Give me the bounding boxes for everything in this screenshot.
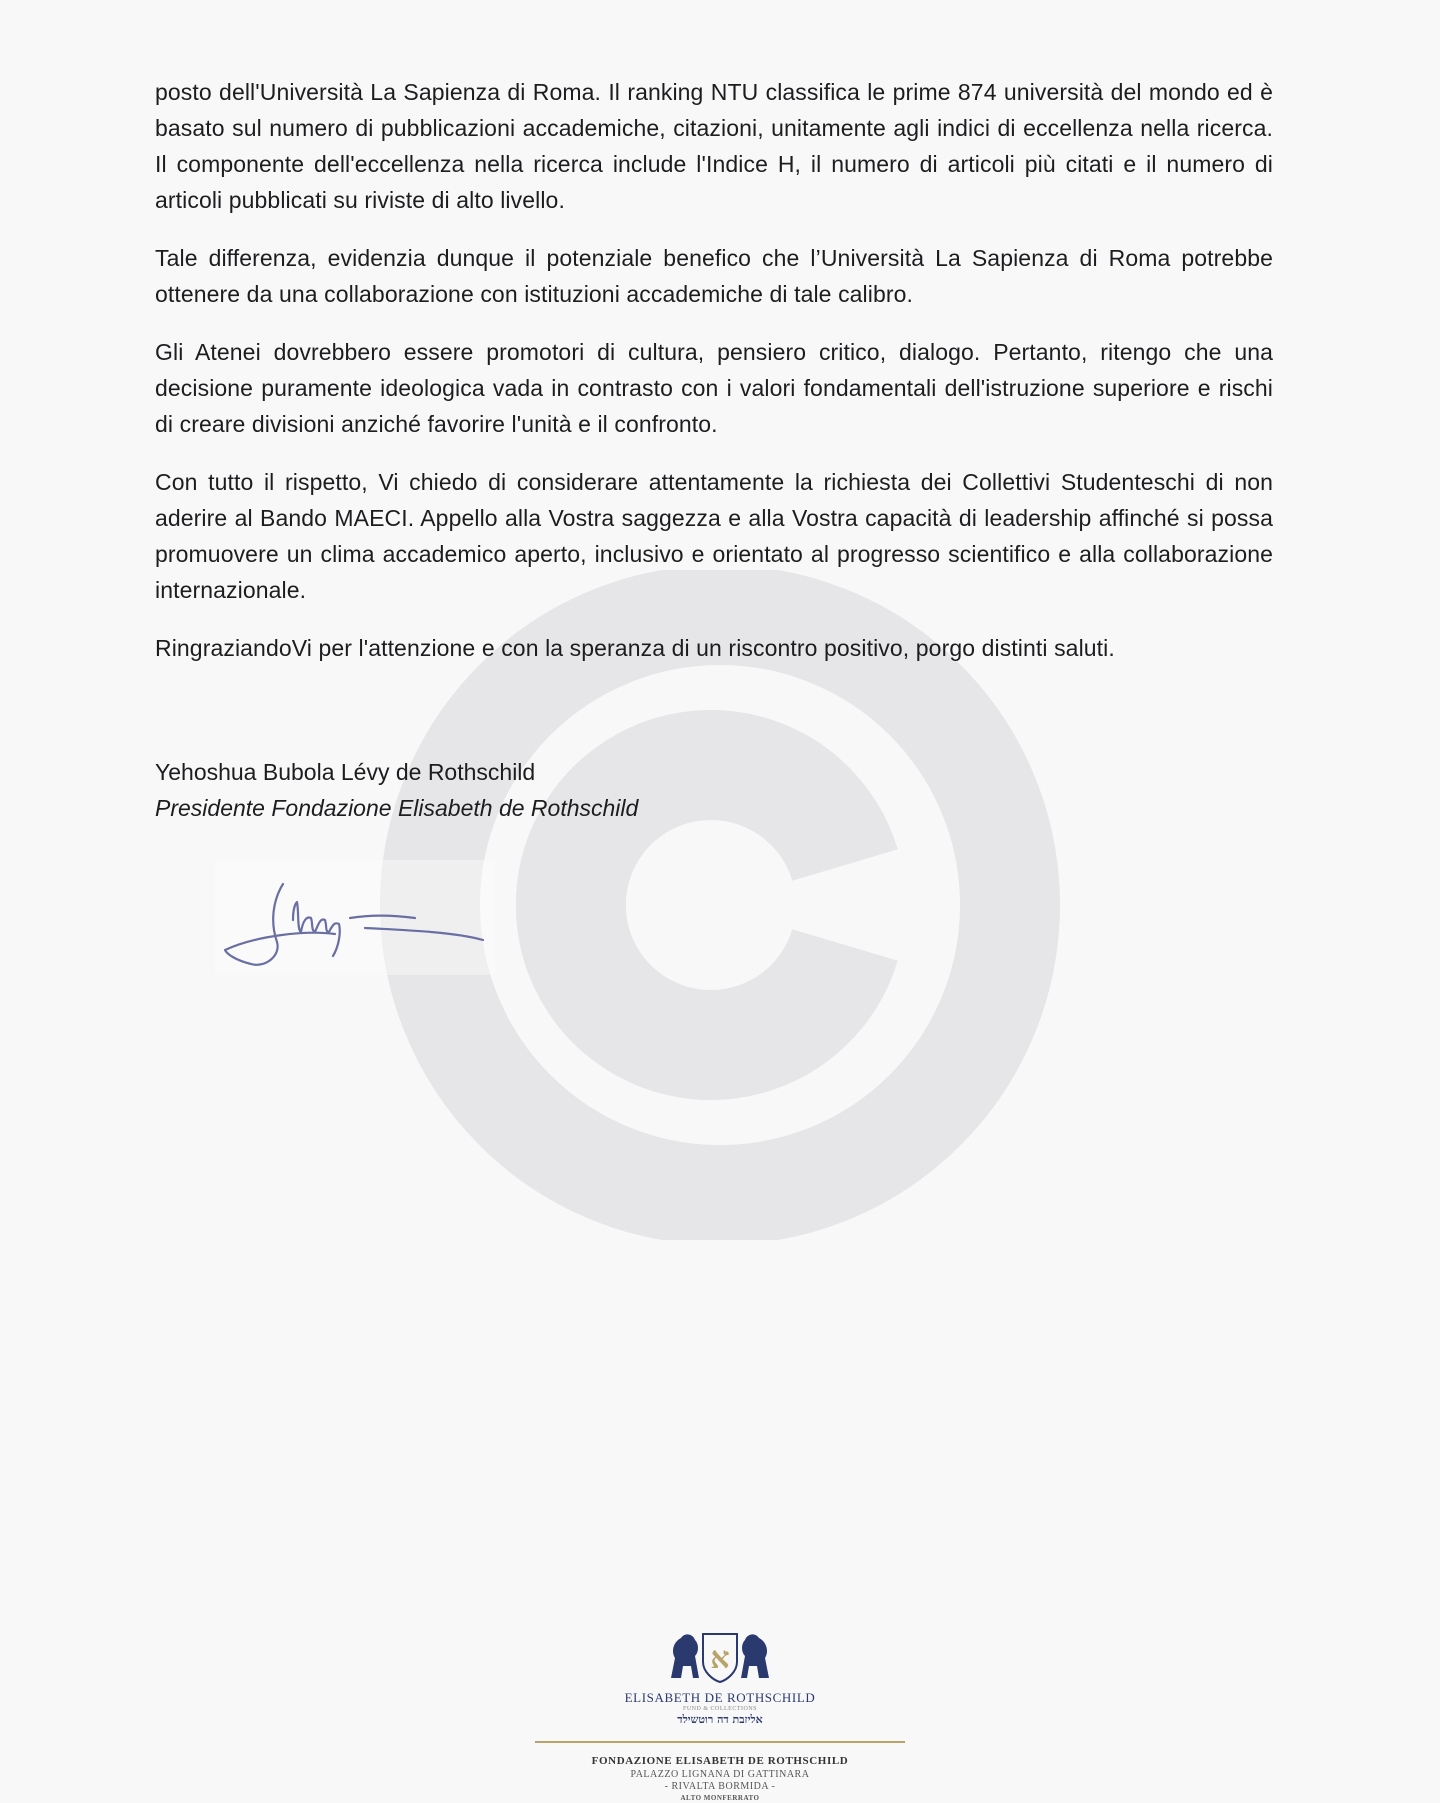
footer-divider [535,1741,905,1743]
brand-subtitle: FUND & COLLECTIONS [682,1706,757,1712]
paragraph-atenei: Gli Atenei dovrebbero essere promotori di cultura, pensiero critico, dialogo. Pertanto, ritengo che una decisione puramente ideologica vada in contrasto con i valori fondamentali dell'istruzione superiore e rischi di creare divisioni anziché favorire l'unità e il confronto. [155,339,1273,437]
signature-block [155,754,638,826]
address-region: ALTO MONFERRATO [680,1794,760,1802]
address-town: - RIVALTA BORMIDA - [664,1781,776,1792]
paragraph-request: Con tutto il rispetto, Vi chiedo di considerare attentamente la richiesta dei Collettivi Studenteschi di non aderire al Bando MAECI. Appello alla Vostra saggezza e alla Vostra capacità di leadership affinché si possa promuovere un clima accademico aperto, inclusivo e orientato al progresso scientifico e alla collaborazione internazionale. [155,469,1273,603]
signer-role: Presidente Fondazione Elisabeth de Rothschild [155,795,639,821]
paragraph-ranking: posto dell'Università La Sapienza di Roma. Il ranking NTU classifica le prime 874 università del mondo ed è basato sul numero di pubblicazioni accademiche, citazioni, unitamente agli indici di eccellenza nella ricerca. Il componente dell'eccellenza nella ricerca include l'Indice H, il numero di articoli più citati e il numero di articoli pubblicati su riviste di alto livello. [155,79,1273,213]
handwritten-signature [215,860,495,975]
address-palazzo: PALAZZO LIGNANA DI GATTINARA [630,1769,810,1780]
footer [520,1620,920,1803]
brand-name: ELISABETH DE ROTHSCHILD [624,1690,816,1705]
brand-hebrew-name: אליזבת דה רוטשילד [677,1713,763,1726]
emblem-letter: א [710,1641,730,1676]
lions-crest-icon [665,1628,775,1684]
letter-body [155,74,1273,688]
paragraph-difference: Tale differenza, evidenzia dunque il potenziale benefico che l’Università La Sapienza di Roma potrebbe ottenere da una collaborazione con istituzioni accademiche di tale calibro. [155,245,1273,307]
signer-name: Yehoshua Bubola Lévy de Rothschild [155,759,536,785]
paragraph-closing: RingraziandoVi per l'attenzione e con la speranza di un riscontro positivo, porgo distinti saluti. [155,635,1115,661]
foundation-name: FONDAZIONE ELISABETH DE ROTHSCHILD [591,1755,849,1767]
